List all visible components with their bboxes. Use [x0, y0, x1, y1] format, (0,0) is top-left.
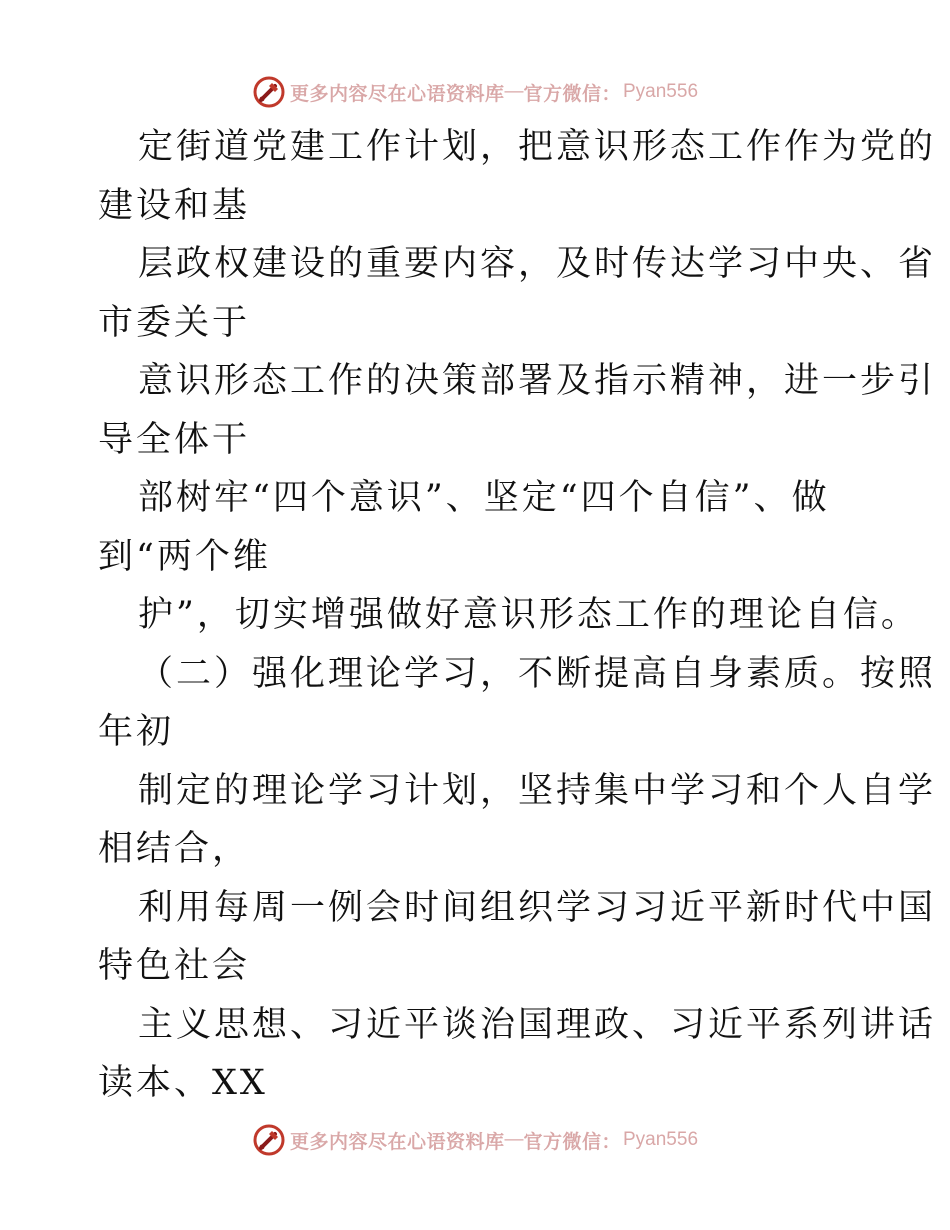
watermark-text: 更多内容尽在心语资料库 [289, 1130, 505, 1153]
text-line: 部树牢“四个意识”、坚定“四个自信”、做 [138, 478, 830, 518]
text-line: 市委关于 [98, 302, 251, 343]
logo-icon [252, 1123, 286, 1157]
text-line: 建设和基 [98, 185, 251, 226]
text-line: 护”，切实增强做好意识形态工作的理论自信。 [138, 595, 919, 635]
footer-watermark [0, 1118, 950, 1162]
text-line: 导全体干 [98, 419, 251, 460]
text-line: 利用每周一例会时间组织学习习近平新时代中国 [138, 887, 937, 928]
watermark-separator: — [504, 1129, 524, 1150]
text-line: 相结合， [98, 829, 251, 869]
watermark-separator: — [504, 81, 524, 102]
watermark-account: Pyan556 [623, 1129, 699, 1150]
text-line: 意识形态工作的决策部署及指示精神，进一步引 [138, 361, 937, 401]
watermark-text: 更多内容尽在心语资料库 [289, 82, 505, 105]
header-watermark [0, 70, 950, 114]
text-line: 层政权建设的重要内容，及时传达学习中央、省 [138, 244, 937, 284]
text-line: 特色社会 [98, 946, 251, 986]
watermark-label: 官方微信： [523, 1130, 621, 1153]
logo-icon [252, 75, 286, 109]
text-line: 读本、XX [98, 1063, 268, 1103]
watermark-account: Pyan556 [623, 81, 699, 102]
text-line: 主义思想、习近平谈治国理政、习近平系列讲话 [138, 1004, 937, 1045]
text-line: 制定的理论学习计划，坚持集中学习和个人自学 [138, 770, 937, 811]
text-line: 到“两个维 [98, 536, 271, 577]
text-line: 年初 [98, 712, 175, 752]
text-line: （二）强化理论学习，不断提高自身素质。按照 [138, 653, 937, 694]
document-body [98, 118, 937, 1113]
watermark-label: 官方微信： [523, 82, 621, 105]
text-line: 定街道党建工作计划，把意识形态工作作为党的 [138, 127, 937, 167]
